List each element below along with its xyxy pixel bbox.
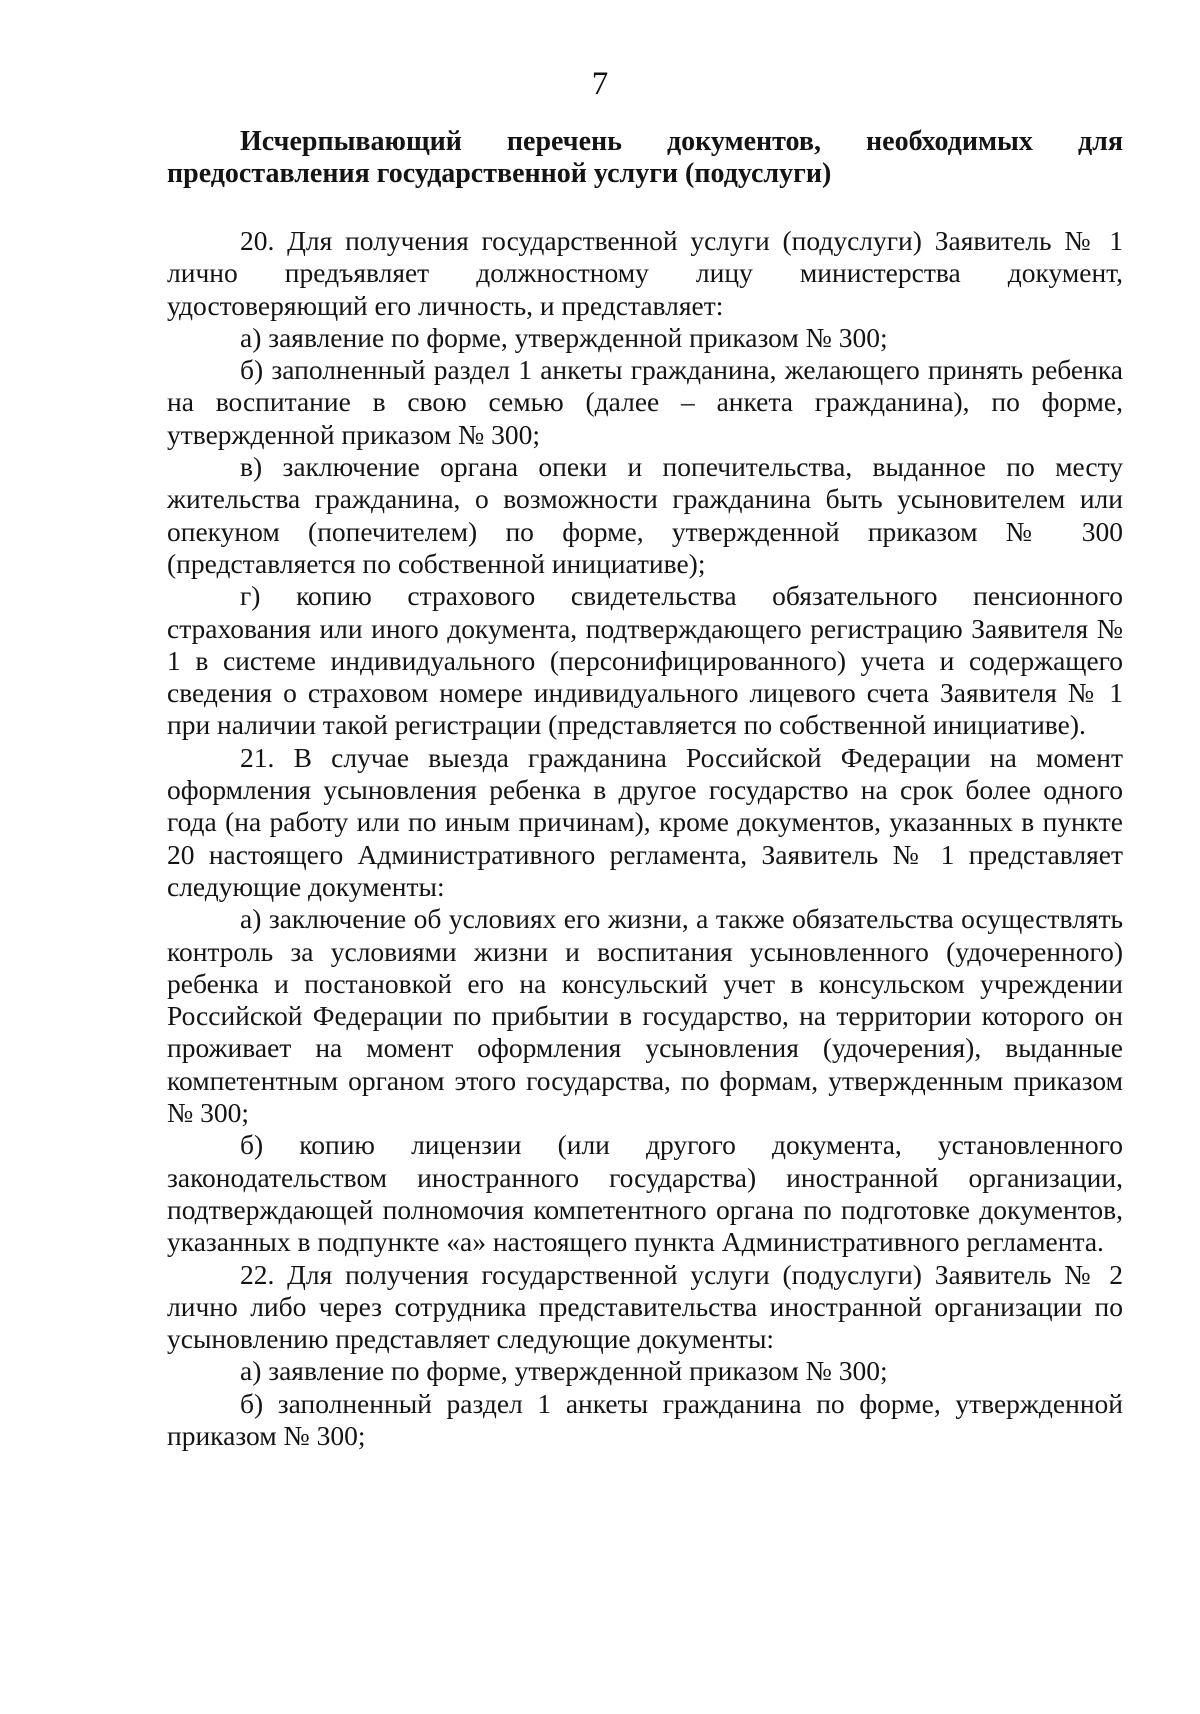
section-heading — [167, 126, 1123, 190]
paragraph-20-g: г) копию страхового свидетельства обязательного пенсионного страхования или иного документа, подтверждающего регистрацию Заявителя № 1 в системе индивидуального (персонифицированного) учета и содержащего сведения о страховом номере индивидуального лицевого счета Заявителя № 1 при наличии такой регистрации (представляется по собственной инициативе). — [167, 580, 1123, 741]
paragraph-21-a: а) заключение об условиях его жизни, а также обязательства осуществлять контроль за условиями жизни и воспитания усыновленного (удочеренного) ребенка и постановкой его на консульский учет в консульском учреждении Российской Федерации по прибытии в государство, на территории которого он проживает на момент оформления усыновления (удочерения), выданные компетентным органом этого государства, по формам, утвержденным приказом № 300; — [167, 903, 1123, 1129]
paragraph-20-b: б) заполненный раздел 1 анкеты гражданина, желающего принять ребенка на воспитание в свою семью (далее – анкета гражданина), по форме, утвержденной приказом № 300; — [167, 354, 1123, 450]
paragraph-20-a: а) заявление по форме, утвержденной приказом № 300; — [240, 321, 888, 353]
paragraph-21: 21. В случае выезда гражданина Российской Федерации на момент оформления усыновления ребенка в другое государство на срок более одного года (на работу или по иным причинам), кроме документов, указанных в пункте 20 настоящего Административного регламента, Заявитель № 1 представляет следующие документы: — [167, 741, 1123, 902]
paragraph-22-a: а) заявление по форме, утвержденной приказом № 300; — [240, 1355, 888, 1387]
document-body — [167, 225, 1123, 1452]
paragraph-20-v: в) заключение органа опеки и попечительства, выданное по месту жительства гражданина, о возможности гражданина быть усыновителем или опекуном (попечителем) по форме, утвержденной приказом № 300 (представляется по собственной инициативе); — [167, 451, 1123, 579]
section-heading-line-1: Исчерпывающий перечень документов, необходимых для — [240, 126, 1123, 157]
paragraph-21-b: б) копию лицензии (или другого документа, установленного законодательством иностранного государства) иностранной организации, подтверждающей полномочия компетентного органа по подготовке документов, указанных в подпункте «а» настоящего пункта Административного регламента. — [167, 1129, 1123, 1258]
paragraph-22: 22. Для получения государственной услуги (подуслуги) Заявитель № 2 лично либо через сотрудника представительства иностранной организации по усыновлению представляет следующие документы: — [167, 1258, 1123, 1355]
section-heading-line-2: предоставления государственной услуги (подуслуги) — [167, 158, 832, 189]
page-number: 7 — [591, 66, 609, 102]
paragraph-22-b: б) заполненный раздел 1 анкеты гражданина по форме, утвержденной приказом № 300; — [167, 1387, 1123, 1451]
paragraph-20: 20. Для получения государственной услуги (подуслуги) Заявитель № 1 лично предъявляет должностному лицу министерства документ, удостоверяющий его личность, и представляет: — [167, 225, 1123, 321]
